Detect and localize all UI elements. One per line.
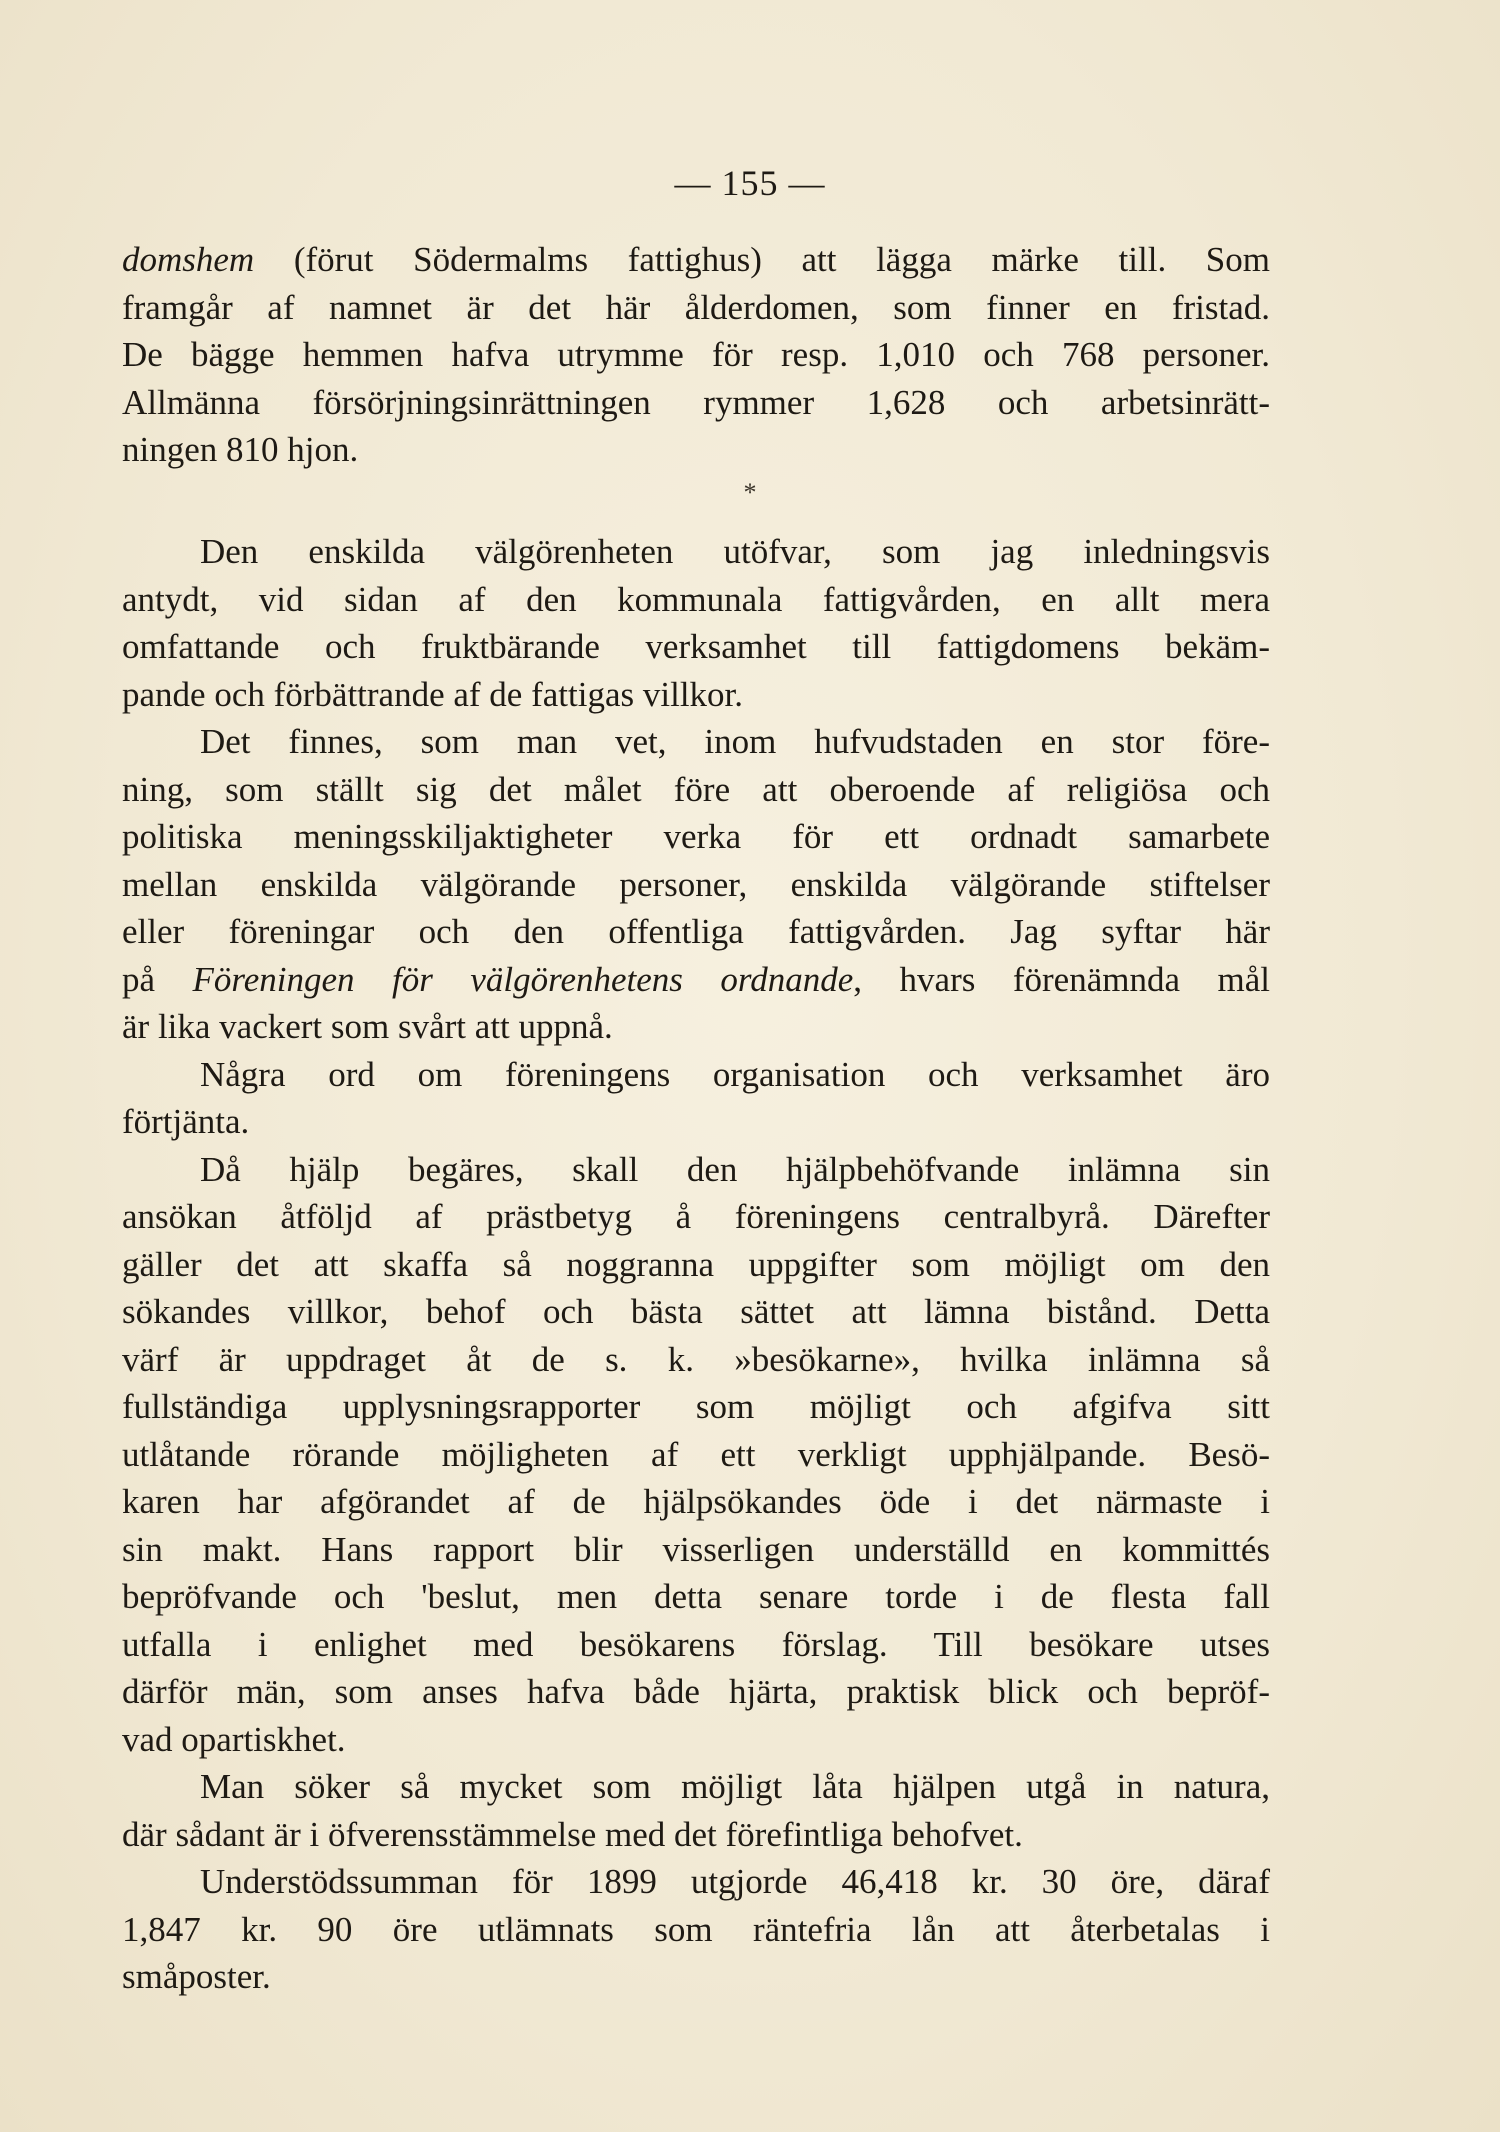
- page-number: — 155 —: [674, 163, 826, 203]
- text-line-pre: på: [122, 959, 193, 999]
- text-line: Det finnes, som man vet, inom hufvudstaden en stor före-: [200, 722, 1270, 761]
- text-line: eller föreningar och den offentliga fattigvården. Jag syftar här: [122, 912, 1270, 951]
- text-line: förtjänta.: [122, 1102, 250, 1141]
- text-line: bepröfvande och 'beslut, men detta senare torde i de flesta fall: [122, 1577, 1270, 1616]
- text-line: Understödssumman för 1899 utgjorde 46,418 kr. 30 öre, däraf: [200, 1862, 1270, 1901]
- text-line: Man söker så mycket som möjligt låta hjälpen utgå in natura,: [200, 1767, 1270, 1806]
- text-line: utlåtande rörande möjligheten af ett verkligt upphjälpande. Besö-: [122, 1434, 1270, 1474]
- text-line: De bägge hemmen hafva utrymme för resp. 1,010 och 768 personer.: [122, 335, 1270, 374]
- text-line: gäller det att skaffa så noggranna uppgifter som möjligt om den: [122, 1244, 1270, 1284]
- text-line: ansökan åtföljd af prästbetyg å föreningens centralbyrå. Därefter: [122, 1197, 1270, 1236]
- text-line: pande och förbättrande af de fattigas villkor.: [122, 674, 744, 714]
- paragraph-2: [122, 528, 1270, 2001]
- text-line: karen har afgörandet af de hjälpsökandes öde i det närmaste i: [122, 1482, 1270, 1521]
- text-line: Några ord om föreningens organisation och verksamhet äro: [200, 1054, 1270, 1094]
- text-line: vad opartiskhet.: [122, 1719, 346, 1759]
- text-line: fullständiga upplysningsrapporter som möjligt och afgifva sitt: [122, 1387, 1270, 1426]
- text-line: antydt, vid sidan af den kommunala fattigvården, en allt mera: [122, 579, 1270, 619]
- text-line: [122, 236, 1270, 284]
- text-line: [122, 956, 1270, 1004]
- text-line: värf är uppdraget åt de s. k. »besökarne», hvilka inlämna så: [122, 1339, 1270, 1379]
- text-line: mellan enskilda välgörande personer, enskilda välgörande stiftelser: [122, 864, 1270, 904]
- text-line: omfattande och fruktbärande verksamhet till fattigdomens bekäm-: [122, 627, 1270, 666]
- italic-term-domshem: domshem: [122, 240, 255, 279]
- text-line-rest: (förut Södermalms fattighus) att lägga märke till. Som: [254, 240, 1270, 279]
- text-line: Den enskilda välgörenheten utöfvar, som jag inledningsvis: [200, 532, 1270, 571]
- text-line: sin makt. Hans rapport blir visserligen underställd en kommittés: [122, 1529, 1270, 1569]
- text-line: därför män, som anses hafva både hjärta, praktisk blick och bepröf-: [122, 1672, 1270, 1711]
- text-line: Då hjälp begäres, skall den hjälpbehöfvande inlämna sin: [200, 1149, 1270, 1189]
- text-line: är lika vackert som svårt att uppnå.: [122, 1007, 613, 1046]
- text-line-post: , hvars förenämnda mål: [853, 959, 1270, 999]
- text-line: politiska meningsskiljaktigheter verka för ett ordnadt samarbete: [122, 817, 1270, 856]
- text-line: utfalla i enlighet med besökarens förslag. Till besökare utses: [122, 1624, 1270, 1664]
- text-line: 1,847 kr. 90 öre utlämnats som räntefria lån att återbetalas i: [122, 1909, 1270, 1949]
- text-line: Allmänna försörjningsinrättningen rymmer 1,628 och arbetsinrätt-: [122, 382, 1270, 422]
- text-line: småposter.: [122, 1957, 271, 1996]
- text-line: ning, som ställt sig det målet före att oberoende af religiösa och: [122, 769, 1270, 809]
- text-line: sökandes villkor, behof och bästa sättet att lämna bistånd. Detta: [122, 1292, 1270, 1331]
- text-line: framgår af namnet är det här ålderdomen, som finner en fristad.: [122, 287, 1270, 327]
- text-line: ningen 810 hjon.: [122, 430, 359, 469]
- paragraph-1: [122, 236, 1270, 474]
- italic-society-name: Föreningen för välgörenhetens ordnande: [192, 959, 854, 999]
- text-line: där sådant är i öfverensstämmelse med det förefintliga behofvet.: [122, 1814, 1023, 1854]
- section-separator-asterisk: *: [743, 478, 757, 507]
